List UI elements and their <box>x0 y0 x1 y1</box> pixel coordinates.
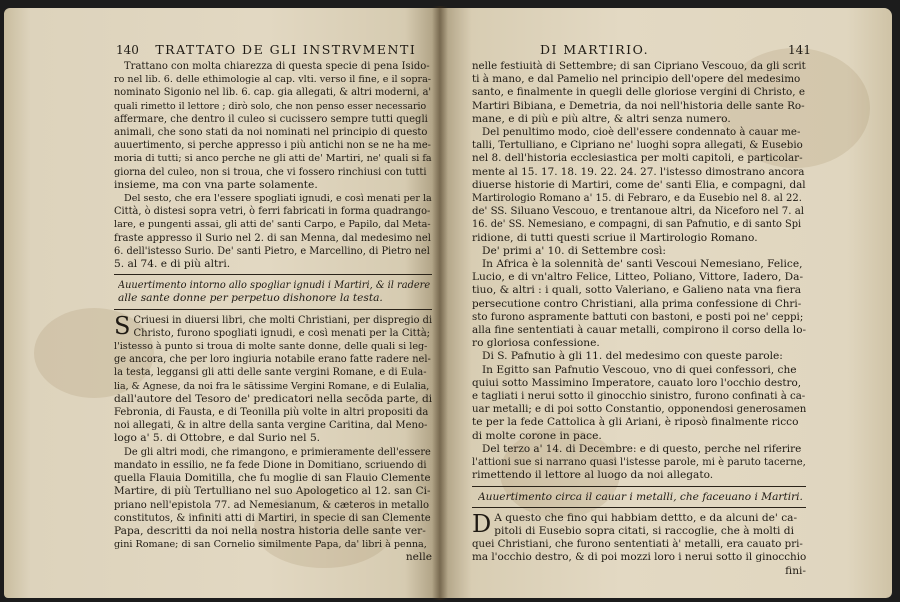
text-line: Città, ò distesi sopra vetri, ò ferri fabricati in forma quadrango- <box>114 206 431 218</box>
text-line: rimettendo il lettore al luogo da noi allegato. <box>472 469 714 482</box>
text-line: Martire, di più Tertulliano nel suo Apologetico al 12. san Ci- <box>114 485 431 498</box>
text-line: auuertimento, si perche appresso i più antichi non se ne ha me- <box>114 140 431 152</box>
right-para-4 <box>472 350 806 442</box>
text-line: di molte corone in pace. <box>472 429 602 442</box>
text-line: alla fine sententiati à cauar metalli, compirono il corso della lo- <box>472 324 806 337</box>
left-running-title: TRATTATO DE GLI INSTRVMENTI <box>155 42 417 57</box>
text-line: uar metalli; e di poi sotto Constantio, opponendosi generosamen <box>472 404 806 416</box>
right-catchword: fini- <box>785 564 806 577</box>
right-running-title: DI MARTIRIO. <box>540 42 650 57</box>
text-line: In Africa è la solennità de' santi Vescoui Nemesiano, Felice, <box>482 258 803 271</box>
section-rule <box>114 309 432 310</box>
drop-cap: D <box>472 509 492 538</box>
text-line: logo a' 5. di Ottobre, e dal Surio nel 5. <box>114 432 321 445</box>
text-line: quella Flauia Domitilla, che fu moglie di san Flauio Clemente <box>114 473 431 485</box>
right-page <box>440 8 892 598</box>
text-line: la testa, leggansi gli atti delle sante vergini Romane, e di Eula- <box>114 367 427 379</box>
text-line: De gli altri modi, che rimangono, e primieramente dell'essere <box>124 446 431 458</box>
left-section-heading <box>114 279 432 305</box>
book-gutter <box>432 6 448 600</box>
text-line: Christo, furono spogliati ignudi, e così menati per la Città; <box>133 327 431 339</box>
right-running-head <box>540 42 811 57</box>
left-page <box>4 8 440 598</box>
text-line: gini Romane; di san Cornelio similmente Papa, da' libri à penna, <box>114 539 427 551</box>
text-line: ro gloriosa confessione. <box>472 337 600 350</box>
heading-line: Auuertimento intorno allo spogliar ignudi i Martiri, & il radere <box>118 280 431 292</box>
text-line: l'istesso à punto si troua di molte sante donne, delle quali si leg- <box>114 341 428 353</box>
text-line: priano nell'epistola 77. ad Nemesianum, & cæteros in metallo <box>114 499 429 511</box>
text-line: insieme, ma con vna parte solamente. <box>114 178 318 191</box>
text-line: Di S. Pafnutio à gli 11. del medesimo con queste parole: <box>482 350 783 363</box>
section-rule <box>472 507 806 508</box>
left-para-4 <box>114 446 432 552</box>
text-line: ge ancora, che per loro ingiuria notabile erano fatte radere nel- <box>114 354 431 366</box>
text-line: pitoli di Eusebio sopra citati, si raccoglie, che à molti di <box>494 524 794 537</box>
text-line: Martiri Bibiana, e Demetria, da noi nell'historia delle sante Ro- <box>472 99 805 112</box>
text-line: Lucio, e di vn'altro Felice, Litteo, Poliano, Vittore, Iadero, Da- <box>472 271 804 284</box>
text-line: ti à mano, e dal Pamelio nel principio dell'opere del medesimo <box>472 73 801 86</box>
text-line: nelle festiuità di Settembre; di san Cipriano Vescouo, da gli scrit <box>472 61 806 72</box>
right-page-number: 141 <box>788 43 811 57</box>
text-line: te per la fede Cattolica à gli Ariani, è riposò finalmente ricco <box>472 416 799 429</box>
text-line: mandato in essilio, ne fa fede Dione in Domitiano, scriuendo di <box>114 459 427 471</box>
left-para-1 <box>114 60 432 192</box>
left-running-head <box>116 42 416 57</box>
text-line: Febronia, di Fausta, e di Teonilla più volte in altri propositi da <box>114 407 429 419</box>
text-line: de' SS. Siluano Vescouo, e trentanoue altri, da Niceforo nel 7. al <box>472 206 805 218</box>
text-line: fraste appresso il Surio nel 2. di san Menna, dal medesimo nel <box>114 232 431 244</box>
text-line: Del terzo a' 14. di Decembre: e di questo, perche nel riferire <box>482 442 802 455</box>
right-text-column <box>472 60 806 578</box>
text-line: lare, e pungenti assai, gli atti de' santi Carpo, e Papilo, dal Meta- <box>114 219 431 231</box>
text-line: animali, che sono stati da noi nominati nel principio di questo <box>114 127 428 139</box>
text-line: nominato Sigonio nel lib. 6. cap. gia allegati, & altri moderni, a' <box>114 87 432 99</box>
text-line: 5. al 74. e di più altri. <box>114 258 231 271</box>
text-line: persecutione contro Christiani, alla prima confessione di Chri- <box>472 297 802 310</box>
text-line: dall'autore del Tesoro de' predicatori nella secōda parte, di <box>114 392 432 405</box>
text-line: De' primi a' 10. di Settembre così: <box>482 244 666 257</box>
text-line: ridione, di tutti questi scriue il Martirologio Romano. <box>472 231 758 244</box>
left-para-3 <box>114 311 432 446</box>
right-section-heading <box>472 491 806 504</box>
text-line: tiuo, & altri : i quali, sotto Valeriano, e Galieno nata vna fiera <box>472 284 802 297</box>
heading-line: Auuertimento circa il cauar i metalli, che faceuano i Martiri. <box>478 490 803 503</box>
text-line: giorna del culeo, non si troua, che vi fossero rinchiusi con tutti <box>114 166 427 178</box>
right-para-1 <box>472 60 806 126</box>
text-line: noi allegati, & in altre della santa vergine Caritina, dal Meno- <box>114 420 428 432</box>
text-line: moria di tutti; si anco perche ne gli atti de' Martiri, ne' quali si fa <box>114 153 432 165</box>
left-text-column <box>114 60 432 565</box>
text-line: mane, e di più e più altre, & altri senza numero. <box>472 112 731 125</box>
text-line: ma l'occhio destro, & di poi mozzi loro i nerui sotto il ginocchio <box>472 551 806 564</box>
text-line: e tagliati i nerui sotto il ginocchio sinistro, furono confinati à ca- <box>472 391 806 403</box>
heading-line: alle sante donne per perpetuo dishonore la testa. <box>118 292 383 305</box>
text-line: quiui sotto Massimino Imperatore, cauato loro l'occhio destro, <box>472 376 802 389</box>
text-line: nel 8. dell'historia ecclesiastica per molti capitoli, e particolar- <box>472 152 803 165</box>
right-para-2 <box>472 126 806 245</box>
left-page-number: 140 <box>116 43 139 57</box>
right-para-6 <box>472 509 806 565</box>
text-line: Martirologio Romano a' 15. di Febraro, e da Eusebio nel 8. al 22. <box>472 193 802 205</box>
left-para-2 <box>114 192 432 271</box>
right-para-5 <box>472 443 806 483</box>
text-line: talli, Tertulliano, e Cipriano ne' luoghi sopra allegati, & Eusebio <box>472 140 803 152</box>
text-line: quei Christiani, che furono sententiati à' metalli, era cauato pri- <box>472 539 803 551</box>
text-line: affermare, che dentro il culeo si cucissero sempre tutti quegli <box>114 113 428 125</box>
left-catchword: nelle <box>405 551 432 564</box>
text-line: quali rimetto il lettore ; dirò solo, che non penso esser necessario <box>114 100 427 112</box>
text-line: Trattano con molta chiarezza di questa specie di pena Isido- <box>124 61 430 72</box>
drop-cap: S <box>114 311 131 340</box>
text-line: lia, & Agnese, da noi fra le sātissime Vergini Romane, e di Eulalia, <box>114 380 430 392</box>
text-line: santo, e finalmente in quegli delle gloriose vergini di Christo, e <box>472 86 806 99</box>
text-line: l'attioni sue si narrano quasi l'istesse parole, mi è paruto tacerne, <box>472 457 806 469</box>
text-line: Del sesto, che era l'essere spogliati ignudi, e così menati per la <box>124 193 432 205</box>
section-rule <box>472 486 806 487</box>
text-line: A questo che fino qui habbiam dettto, e da alcuni de' ca- <box>494 511 798 524</box>
text-line: mente al 15. 17. 18. 19. 22. 24. 27. l'istesso dimostrano ancora <box>472 165 805 178</box>
text-line: 6. dell'istesso Surio. De' santi Pietro, e Marcellino, di Pietro nel <box>114 245 430 257</box>
section-rule <box>114 274 432 275</box>
text-line: 16. de' SS. Nemesiano, e compagni, di san Pafnutio, e di santo Spi <box>472 219 802 231</box>
text-line: Del penultimo modo, cioè dell'essere condennato à cauar me- <box>482 127 801 139</box>
right-para-3 <box>472 245 806 351</box>
text-line: In Egitto san Pafnutio Vescouo, vno di quei confessori, che <box>482 363 797 376</box>
text-line: sto furono aspramente battuti con bastoni, e posti poi ne' ceppi; <box>472 311 804 323</box>
text-line: Papa, descritti da noi nella nostra historia delle sante ver- <box>114 524 426 537</box>
text-line: ro nel lib. 6. delle ethimologie al cap. vlti. verso il fine, e il sopra- <box>114 74 432 86</box>
text-line: diuerse historie di Martiri, come de' santi Elia, e compagni, dal <box>472 178 806 191</box>
text-line: Criuesi in diuersi libri, che molti Christiani, per dispregio di <box>133 314 432 326</box>
text-line: constitutos, & infiniti atti di Martiri, in specie di san Clemente <box>114 512 431 524</box>
